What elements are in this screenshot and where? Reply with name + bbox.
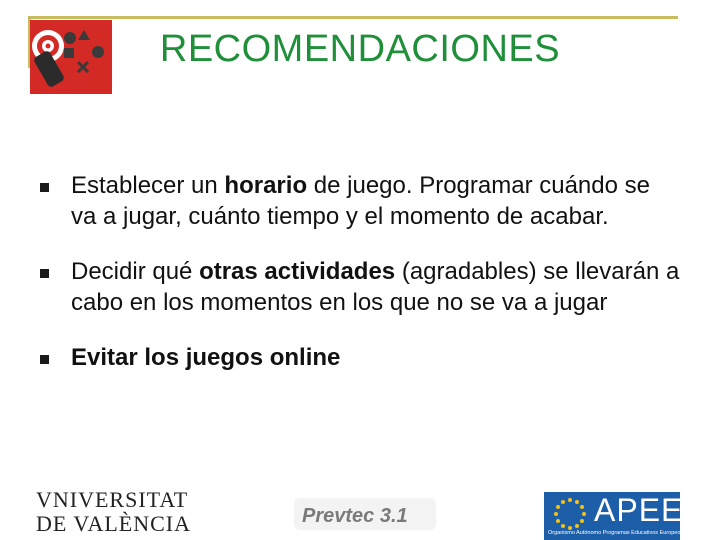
apee-logo [544,492,684,540]
bullet-item [40,256,680,318]
bullet-text-3-bold: Evitar los juegos online [71,344,341,371]
bullet-text-1b: de juego. Programar cuándo se va a jugar, cuánto tiempo y el momento de acabar. [71,172,650,230]
bullet-text-2a: Decidir qué [71,258,200,285]
square-bullet-icon [40,183,49,192]
bullet-item [40,170,680,232]
square-bullet-icon [40,355,49,364]
square-bullet-icon [40,269,49,278]
prevtec-logo-text: Prevtec 3.1 [302,505,408,527]
bullet-list [40,170,680,397]
bullet-text-2-bold: otras actividades [199,258,396,285]
uv-logo-line-2: DE VALÈNCIA [36,511,192,536]
frame-top-line [28,16,678,19]
apee-logo-subtitle: Organismo Autónomo Programas Educativos Europeos [548,530,684,536]
prevtec-logo [290,492,440,536]
universitat-valencia-logo [36,488,196,538]
bullet-text-1-bold: horario [224,172,308,199]
bullet-text-2b: (agradables) se llevarán a cabo en los momentos en los que no se va a jugar [71,258,680,316]
slide-title: RECOMENDACIONES [159,28,561,70]
apee-logo-text: APEE [594,492,684,528]
bullet-text-1a: Establecer un [71,172,225,199]
bullet-item [40,342,680,373]
uv-logo-line-1: VNIVERSITAT [36,487,189,512]
gamepad-target-logo [30,20,112,94]
